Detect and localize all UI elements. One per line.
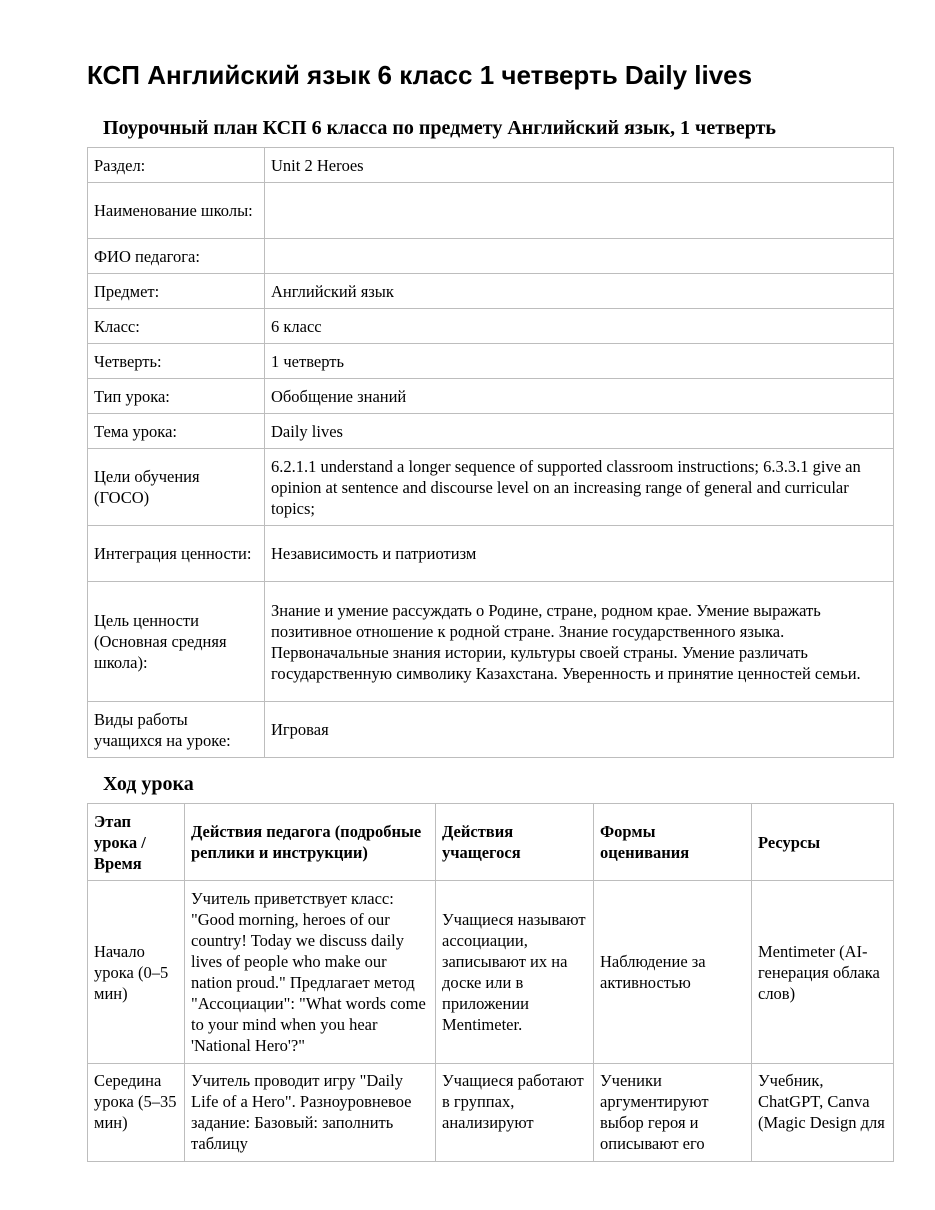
- info-row-work-types: [88, 702, 894, 758]
- column-header: Действия педагога (подробные реплики и инструкции): [185, 804, 436, 881]
- column-header: Действия учащегося: [436, 804, 594, 881]
- info-row-lesson-type: [88, 379, 894, 414]
- info-label: Предмет:: [88, 274, 265, 309]
- info-row-grade: [88, 309, 894, 344]
- info-label: Интеграция ценности:: [88, 526, 265, 582]
- info-label: Цели обучения (ГОСО): [88, 449, 265, 526]
- info-label: Наименование школы:: [88, 183, 265, 239]
- info-label: Четверть:: [88, 344, 265, 379]
- lesson-progress-table: [87, 803, 894, 1162]
- student-actions-cell: Учащиеся работают в группах, анализируют: [436, 1064, 594, 1162]
- column-header: Формы оценивания: [594, 804, 752, 881]
- info-value: 6.2.1.1 understand a longer sequence of supported classroom instructions; 6.3.3.1 give an opinion at sentence and discourse level on an increasing range of general and curricular topics;: [265, 449, 894, 526]
- info-row-quarter: [88, 344, 894, 379]
- info-row-subject: [88, 274, 894, 309]
- info-row-objectives: [88, 449, 894, 526]
- plan-subtitle: Поурочный план КСП 6 класса по предмету Английский язык, 1 четверть: [103, 117, 776, 139]
- info-row-value-goal: [88, 582, 894, 702]
- info-value: Независимость и патриотизм: [265, 526, 894, 582]
- info-label: Тип урока:: [88, 379, 265, 414]
- info-value: Обобщение знаний: [265, 379, 894, 414]
- student-actions-cell: Учащиеся называют ассоциации, записывают их на доске или в приложении Mentimeter.: [436, 881, 594, 1064]
- info-value: Игровая: [265, 702, 894, 758]
- info-value: Daily lives: [265, 414, 894, 449]
- teacher-actions-cell: Учитель приветствует класс: "Good morning, heroes of our country! Today we discuss daily lives of people who make our nation proud." Предлагает метод "Ассоциации": "What words come to your mind when you hear 'National Hero'?": [185, 881, 436, 1064]
- resources-cell: Mentimeter (AI-генерация облака слов): [752, 881, 894, 1064]
- info-value: 6 класс: [265, 309, 894, 344]
- column-header: Ресурсы: [752, 804, 894, 881]
- document-title: КСП Английский язык 6 класс 1 четверть Daily lives: [87, 60, 753, 90]
- info-value: [265, 239, 894, 274]
- lesson-progress-title: Ход урока: [103, 773, 194, 795]
- info-row-topic: [88, 414, 894, 449]
- info-value: Английский язык: [265, 274, 894, 309]
- info-row-value-integration: [88, 526, 894, 582]
- info-label: Раздел:: [88, 148, 265, 183]
- teacher-actions-cell: Учитель проводит игру "Daily Life of a Hero". Разноуровневое задание: Базовый: заполнить таблицу: [185, 1064, 436, 1162]
- assessment-cell: Наблюдение за активностью: [594, 881, 752, 1064]
- resources-cell: Учебник, ChatGPT, Canva (Magic Design для: [752, 1064, 894, 1162]
- info-label: ФИО педагога:: [88, 239, 265, 274]
- info-label: Виды работы учащихся на уроке:: [88, 702, 265, 758]
- assessment-cell: Ученики аргументируют выбор героя и описывают его: [594, 1064, 752, 1162]
- stage-cell: Середина урока (5–35 мин): [88, 1064, 185, 1162]
- table-header-row: [88, 804, 894, 881]
- info-row-school: [88, 183, 894, 239]
- table-row: [88, 881, 894, 1064]
- info-label: Цель ценности (Основная средняя школа):: [88, 582, 265, 702]
- info-row-teacher: [88, 239, 894, 274]
- table-row: [88, 1064, 894, 1162]
- info-value: Знание и умение рассуждать о Родине, стране, родном крае. Умение выражать позитивное отношение к родной стране. Знание государственного языка. Первоначальные знания истории, культуры своей страны. Умение различать государственную символику Казахстана. Уверенность и принятие ценностей семьи.: [265, 582, 894, 702]
- info-label: Тема урока:: [88, 414, 265, 449]
- column-header: Этап урока / Время: [88, 804, 185, 881]
- info-row-section: [88, 148, 894, 183]
- info-label: Класс:: [88, 309, 265, 344]
- info-value: [265, 183, 894, 239]
- stage-cell: Начало урока (0–5 мин): [88, 881, 185, 1064]
- info-value: Unit 2 Heroes: [265, 148, 894, 183]
- lesson-info-table: [87, 147, 894, 758]
- info-value: 1 четверть: [265, 344, 894, 379]
